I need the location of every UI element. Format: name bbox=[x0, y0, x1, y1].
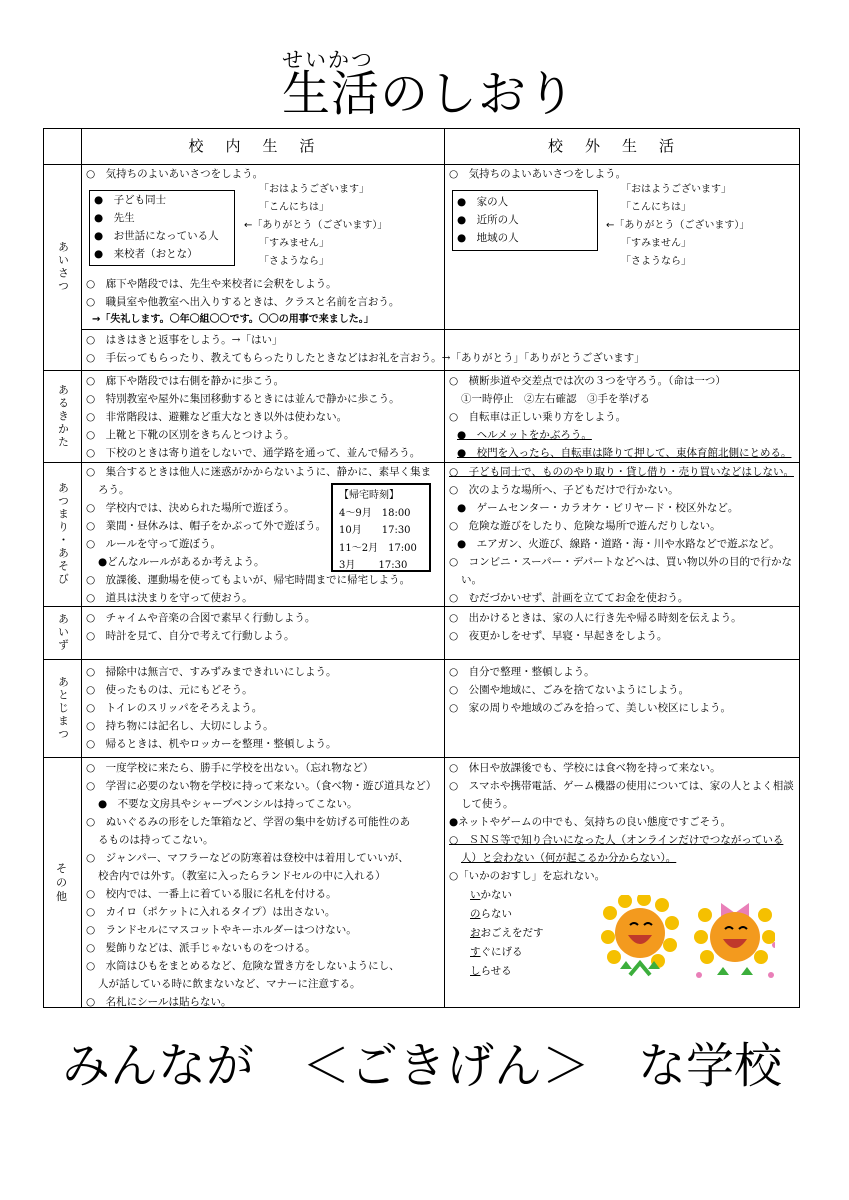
greeting: 「さようなら」 bbox=[621, 256, 691, 267]
list-item: ○ スマホや携帯電話、ゲーム機器の使用については、家の人とよく相談 bbox=[449, 780, 794, 792]
list-item: ①一時停止 ②左右確認 ③手を挙げる bbox=[461, 393, 650, 405]
list-item: ○ 水筒はひもをまとめるなど、危険な置き方をしないようにし、 bbox=[86, 960, 400, 972]
row-divider-aizu bbox=[44, 659, 799, 660]
aizu-outside bbox=[449, 609, 742, 645]
list-item: ○ 学習に必要のない物を学校に持って来ない。（食べ物・遊び道具など） bbox=[86, 780, 437, 792]
list-item: ろう。 bbox=[98, 484, 130, 496]
footer-slogan: みんなが ＜ごきげん＞ な学校 bbox=[62, 1038, 783, 1094]
aisatsu-inside-target-box bbox=[89, 190, 235, 266]
row-label-atojimatsu: あとじまつ bbox=[56, 675, 70, 741]
list-item: ○ トイレのスリッパをそろえよう。 bbox=[86, 702, 263, 714]
greeting: 「すみません」 bbox=[621, 238, 691, 249]
aisatsu-inside-more bbox=[86, 275, 399, 329]
row-divider-aisatsu bbox=[44, 370, 799, 371]
list-item: ○ 出かけるときは、家の人に行き先や帰る時刻を伝えよう。 bbox=[449, 612, 742, 624]
ikanoosushi-item: すぐにげる bbox=[470, 946, 523, 958]
aisatsu-outside bbox=[449, 165, 626, 183]
aisatsu-in-line: →「失礼します。〇年〇組〇〇です。〇〇の用事で来ました。」 bbox=[92, 314, 374, 325]
list-item: ○ 上靴と下靴の区別をきちんとつけよう。 bbox=[86, 429, 295, 441]
list-item: い。 bbox=[461, 574, 482, 586]
list-item: ○ 帰るときは、机やロッカーを整理・整頓しよう。 bbox=[86, 738, 337, 750]
greeting: 「すみません」 bbox=[259, 238, 329, 249]
aisatsu-in-line: ○ 職員室や他教室へ出入りするときは、クラスと名前を言おう。 bbox=[86, 296, 400, 308]
list-item: ○ 危険な遊びをしたり、危険な場所で遊んだりしない。 bbox=[449, 520, 721, 532]
col-divider-middle bbox=[444, 129, 445, 1007]
list-item: ○ 特別教室や屋外に集団移動するときには並んで静かに歩こう。 bbox=[86, 393, 400, 405]
ikanoosushi-item: のらない bbox=[470, 908, 512, 920]
row-label-aizu: あいず bbox=[56, 613, 70, 652]
row-label-aisatsu: あいさつ bbox=[56, 241, 70, 293]
row-label-arukikata: あるきかた bbox=[56, 383, 70, 449]
list-item: ● 近所の人 bbox=[457, 214, 519, 226]
list-item: ○ 掃除中は無言で、すみずみまできれいにしよう。 bbox=[86, 666, 337, 678]
list-item: ● ゲームセンター・カラオケ・ビリヤード・校区外など。 bbox=[457, 502, 739, 514]
list-item: ○ むだづかいせず、計画を立ててお金を使おう。 bbox=[449, 592, 689, 604]
list-item: ○ 公園や地域に、ごみを捨てないようにしよう。 bbox=[449, 684, 690, 696]
list-item: るものは持ってこない。 bbox=[98, 834, 214, 846]
row-label-sonota: その他 bbox=[56, 862, 69, 903]
greeting: 「こんにちは」 bbox=[621, 202, 691, 213]
list-item: ○ コンビニ・スーパー・デパートなどへは、買い物以外の目的で行かな bbox=[449, 556, 793, 568]
sun-mascot-left-icon bbox=[601, 895, 679, 975]
aisatsu-both bbox=[86, 331, 645, 367]
list-item: ○ 家の周りや地域のごみを拾って、美しい校区にしよう。 bbox=[449, 702, 731, 714]
list-item: ● 不要な文房具やシャープペンシルは持ってこない。 bbox=[98, 798, 358, 810]
list-item: ○ ぬいぐるみの形をした筆箱など、学習の集中を妨げる可能性のあ bbox=[86, 816, 411, 828]
list-item: ○ 一度学校に来たら、勝手に学校を出ない。（忘れ物など） bbox=[86, 762, 374, 774]
ikanoosushi-item: しらせる bbox=[470, 965, 512, 977]
aisatsu-out-line: ○ 気持ちのよいあいさつをしよう。 bbox=[449, 168, 627, 180]
list-item: して使う。 bbox=[461, 798, 514, 810]
list-item: ○ 横断歩道や交差点では次の３つを守ろう。（命は一つ） bbox=[449, 375, 726, 387]
list-item: ○ 放課後、運動場を使ってもよいが、帰宅時間までに帰宅しよう。 bbox=[86, 574, 411, 586]
greeting: 「おはようございます」 bbox=[259, 184, 369, 195]
return-time-row: 10月 17:30 bbox=[339, 525, 411, 536]
ikanoosushi-list bbox=[470, 886, 544, 981]
list-item: ○「いかのおすし」を忘れない。 bbox=[449, 870, 606, 882]
greeting: 「おはようございます」 bbox=[621, 184, 731, 195]
sun-mascot-right-icon bbox=[694, 903, 775, 978]
ikanoosushi-item: いかない bbox=[470, 889, 512, 901]
row-label-asobi: あつまり・あそび bbox=[56, 482, 70, 586]
return-time-row: 11～2月 17:00 bbox=[339, 542, 417, 554]
arukikata-outside bbox=[449, 372, 791, 462]
list-item: ○ 持ち物には記名し、大切にしよう。 bbox=[86, 720, 274, 732]
list-item: ○ 使ったものは、元にもどそう。 bbox=[86, 684, 253, 696]
aisatsu-outside-target-box bbox=[452, 190, 598, 251]
list-item: ● ヘルメットをかぶろう。 bbox=[457, 429, 592, 441]
aisatsu-in-line: ○ 廊下や階段では、先生や来校者に会釈をしよう。 bbox=[86, 278, 337, 290]
list-item: ○ カイロ（ポケットに入れるタイプ）は出さない。 bbox=[86, 906, 336, 918]
list-item: ○ 髪飾りなどは、派手じゃないものをつける。 bbox=[86, 942, 316, 954]
page-title: 生活のしおり bbox=[282, 66, 577, 122]
atojimatsu-outside bbox=[449, 663, 731, 717]
greeting: 「さようなら」 bbox=[259, 256, 329, 267]
greeting: ←「ありがとう（ございます）」 bbox=[606, 220, 750, 231]
list-item: ○ 自分で整理・整頓しよう。 bbox=[449, 666, 595, 678]
aisatsu-both-line: ○ 手伝ってもらったり、教えてもらったりしたときなどはお礼を言おう。→「ありがとう」「ありがとうございます」 bbox=[86, 352, 645, 364]
list-item: ● お世話になっている人 bbox=[94, 230, 219, 242]
list-item: ○ 学校内では、決められた場所で遊ぼう。 bbox=[86, 502, 295, 514]
aisatsu-inside bbox=[86, 165, 263, 183]
title-ruby: せいかつ bbox=[282, 48, 374, 72]
list-item: ○ ルールを守って遊ぼう。 bbox=[86, 538, 221, 550]
list-item: ○ 時計を見て、自分で考えて行動しよう。 bbox=[86, 630, 295, 642]
list-item: ○ 非常階段は、避難など重大なとき以外は使わない。 bbox=[86, 411, 348, 423]
list-item: ○ 次のような場所へ、子どもだけで行かない。 bbox=[449, 484, 679, 496]
return-time-box bbox=[331, 483, 431, 572]
sun-mascots-illustration bbox=[600, 895, 775, 985]
list-item: 人）と会わない（何が起こるか分からない）。 bbox=[461, 852, 677, 864]
list-item: ●どんなルールがあるか考えよう。 bbox=[98, 556, 265, 568]
row-divider-atojimatsu bbox=[44, 757, 799, 758]
list-item: ● 先生 bbox=[94, 212, 135, 224]
greeting: ←「ありがとう（ございます）」 bbox=[244, 220, 388, 231]
list-item: ○ 夜更かしをせず、早寝・早起きをしよう。 bbox=[449, 630, 668, 642]
atojimatsu-inside bbox=[86, 663, 336, 753]
ikanoosushi-item: おおごえをだす bbox=[470, 927, 544, 939]
return-time-row: 4～9月 18:00 bbox=[339, 507, 411, 519]
list-item: ○ 業間・昼休みは、帽子をかぶって外で遊ぼう。 bbox=[86, 520, 327, 532]
list-item: ● 校門を入ったら、自転車は降りて押して、東体育館北側にとめる。 bbox=[457, 447, 792, 459]
list-item: ● 子ども同士 bbox=[94, 194, 167, 206]
list-item: ○ 道具は決まりを守って使おう。 bbox=[86, 592, 253, 604]
list-item: ○ 集合するときは他人に迷惑がかからないように、静かに、素早く集ま bbox=[86, 466, 432, 478]
arukikata-inside bbox=[86, 372, 420, 462]
list-item: ○ ＳＮＳ等で知り合いになった人（オンラインだけでつながっている bbox=[449, 834, 784, 846]
greeting: 「こんにちは」 bbox=[259, 202, 329, 213]
list-item: ● 家の人 bbox=[457, 196, 509, 208]
asobi-outside bbox=[449, 463, 794, 607]
header-inside: 校内生活 bbox=[188, 137, 337, 155]
col-divider-label bbox=[81, 129, 82, 1007]
aisatsu-both-line: ○ はきはきと返事をしよう。→「はい」 bbox=[86, 334, 283, 346]
aisatsu-inside-greetings bbox=[244, 181, 387, 271]
return-time-title: 【帰宅時刻】 bbox=[339, 490, 399, 501]
row-divider-greet-merged bbox=[81, 329, 799, 330]
list-item: ○ 廊下や階段では右側を静かに歩こう。 bbox=[86, 375, 285, 387]
list-item: ○ 名札にシールは貼らない。 bbox=[86, 996, 232, 1008]
list-item: ●ネットやゲームの中でも、気持ちの良い態度ですごそう。 bbox=[449, 816, 732, 828]
list-item: ● 地域の人 bbox=[457, 232, 519, 244]
list-item: ○ 校内では、一番上に着ている服に名札を付ける。 bbox=[86, 888, 337, 900]
list-item: ○ 下校のときは寄り道をしないで、通学路を通って、並んで帰ろう。 bbox=[86, 447, 421, 459]
list-item: ○ ジャンパー、マフラーなどの防寒着は登校中は着用していいが、 bbox=[86, 852, 409, 864]
rules-table bbox=[43, 128, 800, 1008]
sonota-outside bbox=[449, 759, 794, 885]
sonota-inside bbox=[86, 759, 436, 1011]
header-outside: 校外生活 bbox=[547, 137, 696, 155]
list-item: ○ 休日や放課後でも、学校には食べ物を持って来ない。 bbox=[449, 762, 721, 774]
list-item: ○ チャイムや音楽の合図で素早く行動しよう。 bbox=[86, 612, 316, 624]
list-item: ○ 子ども同士で、もののやり取り・貸し借り・売り買いなどはしない。 bbox=[449, 466, 794, 478]
list-item: 校舎内では外す。（教室に入ったらランドセルの中に入れる） bbox=[98, 870, 386, 882]
aisatsu-outside-greetings bbox=[606, 181, 749, 271]
list-item: 人が話している時に飲まないなど、マナーに注意する。 bbox=[98, 978, 361, 990]
list-item: ● エアガン、火遊び、線路・道路・海・川や水路などで遊ぶなど。 bbox=[457, 538, 780, 550]
list-item: ● 来校者（おとな） bbox=[94, 248, 198, 260]
aisatsu-in-line: ○ 気持ちのよいあいさつをしよう。 bbox=[86, 168, 264, 180]
return-time-row: 3月 17:30 bbox=[339, 560, 408, 571]
list-item: ○ ランドセルにマスコットやキーホルダーはつけない。 bbox=[86, 924, 357, 936]
list-item: ○ 自転車は正しい乗り方をしよう。 bbox=[449, 411, 627, 423]
aizu-inside bbox=[86, 609, 315, 645]
